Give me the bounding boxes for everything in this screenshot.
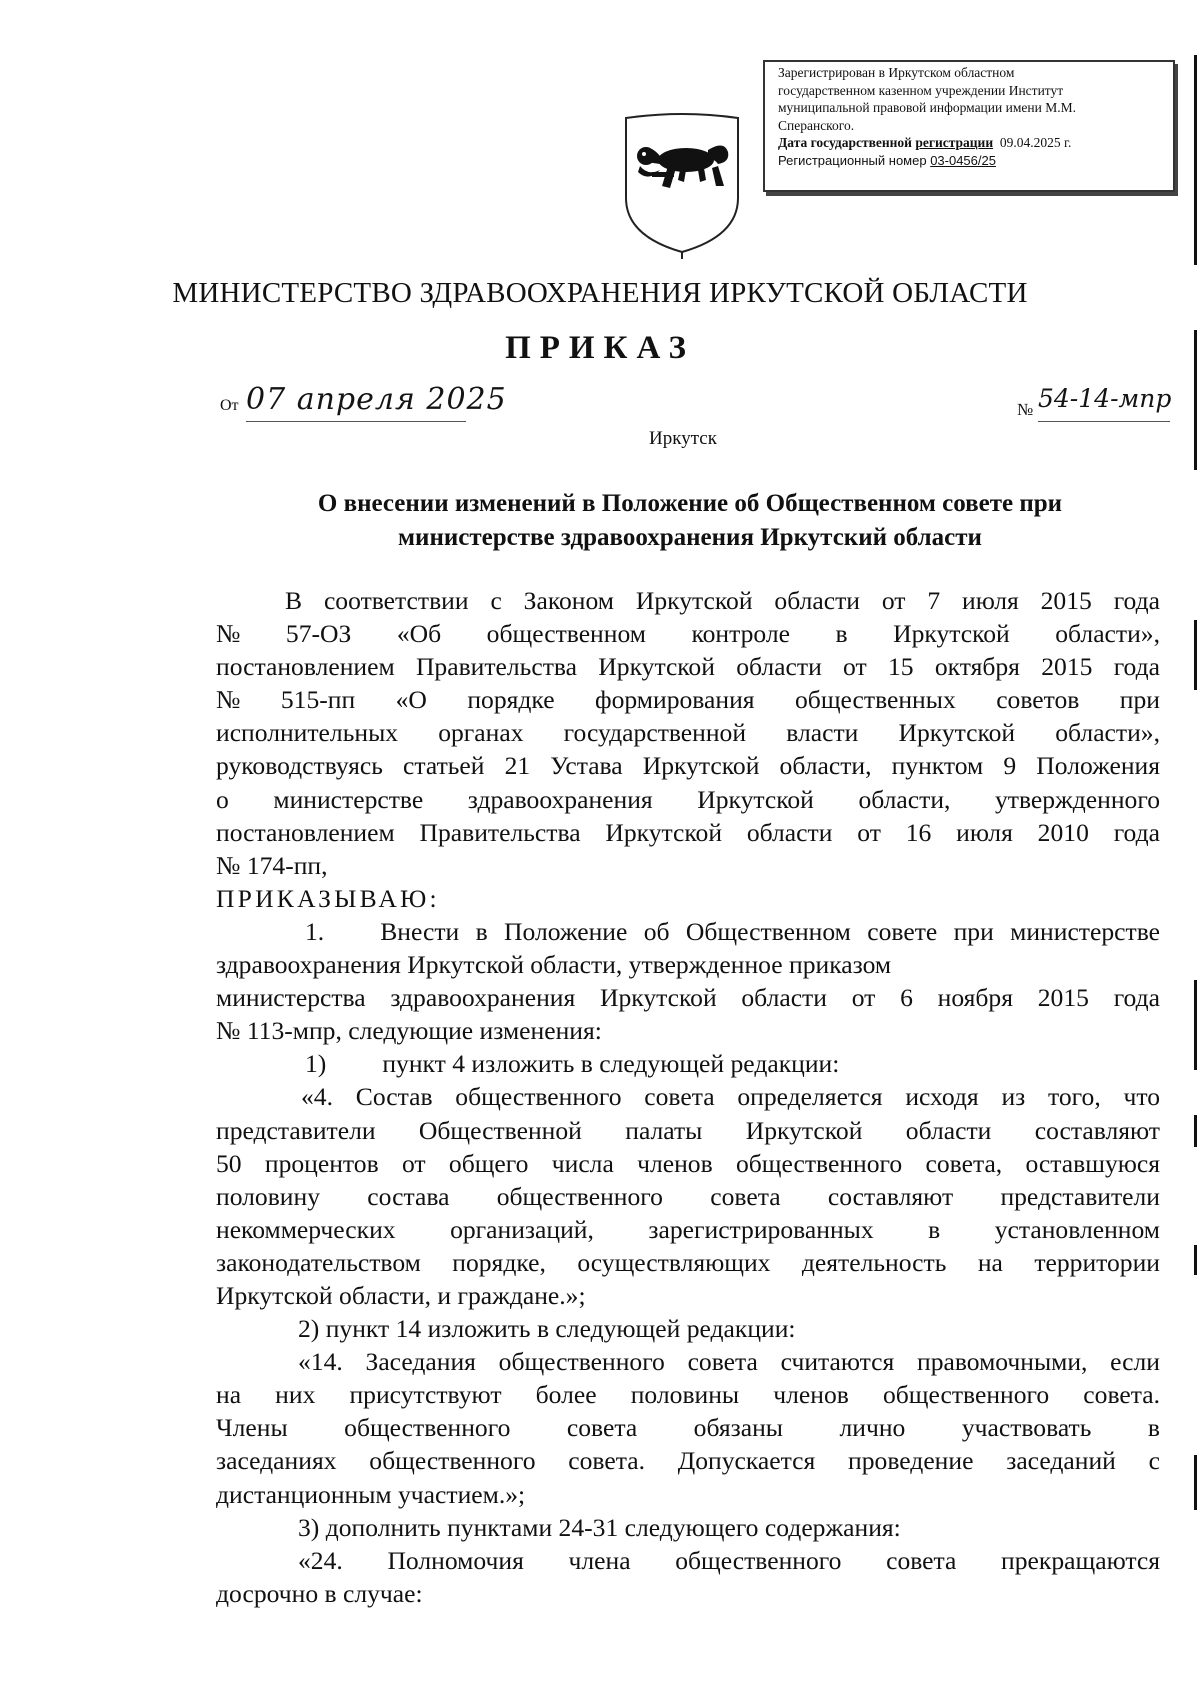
quote-line: досрочно в случае: xyxy=(216,1578,423,1608)
paragraph-line: исполнительных органах государственной власти Иркутской области», xyxy=(216,718,1160,748)
paragraph-line: о министерстве здравоохранения Иркутской области, утвержденного xyxy=(216,784,1160,814)
paragraph-line: В соответствии с Законом Иркутской области от 7 июля 2015 года xyxy=(285,586,1160,615)
list-item-line: № 113-мпр, следующие изменения: xyxy=(216,1016,602,1046)
paragraph-line: руководствуясь статьей 21 Устава Иркутской области, пунктом 9 Положения xyxy=(216,751,1160,781)
date-underline xyxy=(246,421,466,422)
quote-line: «14. Заседания общественного совета считаются правомочными, если xyxy=(298,1347,1160,1377)
list-item-line: министерства здравоохранения Иркутской области от 6 ноября 2015 года xyxy=(216,983,1160,1013)
list-item-line: здравоохранения Иркутской области, утвержденное приказом xyxy=(216,950,892,980)
handwritten-date: 07 апреля 2025 xyxy=(246,382,507,417)
handwritten-number: 54-14-мпр xyxy=(1038,384,1172,413)
scan-edge-mark xyxy=(1194,1115,1197,1147)
stamp-line: Зарегистрирован в Иркутском областном xyxy=(778,65,1015,80)
quote-line: 50 процентов от общего числа членов общественного совета, оставшуюся xyxy=(216,1148,1160,1178)
quote-line: Члены общественного совета обязаны лично участвовать в xyxy=(216,1413,1160,1443)
quote-line: представители Общественной палаты Иркутской области составляют xyxy=(216,1115,1160,1145)
list-item-line: 1. Внести в Положение об Общественном совете при министерстве xyxy=(305,916,1160,946)
scan-edge-mark xyxy=(1194,620,1197,690)
irkutsk-coat-of-arms-icon xyxy=(620,110,744,260)
number-prefix: № xyxy=(1017,400,1034,419)
title-line: министерстве здравоохранения Иркутский области xyxy=(398,524,982,551)
sub-item-line: 1) пункт 4 изложить в следующей редакции: xyxy=(305,1049,840,1079)
number-underline xyxy=(1038,421,1170,422)
quote-line: половину состава общественного совета составляют представители xyxy=(216,1181,1160,1211)
scan-edge-mark xyxy=(1194,55,1197,265)
scan-edge-mark xyxy=(1194,1455,1197,1510)
paragraph-line: № 174-пп, xyxy=(216,850,328,880)
document-type: ПРИКАЗ xyxy=(505,330,695,366)
document-body xyxy=(216,584,1160,1610)
quote-line: заседаниях общественного совета. Допускается проведение заседаний с xyxy=(216,1446,1160,1476)
quote-line: законодательством порядке, осуществляющих деятельность на территории xyxy=(216,1247,1160,1277)
stamp-registration-date: Дата государственной регистрации 09.04.2025 г. xyxy=(778,135,1072,151)
quote-line: на них присутствуют более половины членов общественного совета. xyxy=(216,1380,1160,1410)
title-line: О внесении изменений в Положение об Общественном совете при xyxy=(317,490,1063,517)
scan-edge-mark xyxy=(1194,980,1197,1070)
paragraph-line: постановлением Правительства Иркутской области от 16 июля 2010 года xyxy=(216,817,1160,847)
sub-item-line: 3) дополнить пунктами 24-31 следующего содержания: xyxy=(298,1512,901,1542)
registration-stamp xyxy=(763,60,1175,192)
order-word: ПРИКАЗЫВАЮ: xyxy=(216,883,440,913)
stamp-line: муниципальной правовой информации имени М.М. xyxy=(778,100,1076,116)
quote-line: «24. Полномочия члена общественного совета прекращаются xyxy=(298,1545,1160,1575)
stamp-line: Сперанского. xyxy=(778,117,855,133)
ministry-name: МИНИСТЕРСТВО ЗДРАВООХРАНЕНИЯ ИРКУТСКОЙ ОБЛАСТИ xyxy=(172,277,1028,309)
paragraph-line: № 57-ОЗ «Об общественном контроле в Иркутской области», xyxy=(216,619,1160,649)
document-title xyxy=(220,487,1160,555)
city: Иркутск xyxy=(649,428,717,449)
sub-item-line: 2) пункт 14 изложить в следующей редакции: xyxy=(298,1314,796,1344)
scan-edge-mark xyxy=(1194,330,1197,470)
quote-line: некоммерческих организаций, зарегистрированных в установленном xyxy=(216,1214,1160,1244)
stamp-line: государственном казенном учреждении Институт xyxy=(778,82,1064,98)
quote-line: «4. Состав общественного совета определяется исходя из того, что xyxy=(301,1082,1160,1112)
date-prefix: От xyxy=(220,397,239,414)
paragraph-line: постановлением Правительства Иркутской области от 15 октября 2015 года xyxy=(216,652,1160,682)
scan-edge-mark xyxy=(1194,1245,1197,1275)
quote-line: Иркутской области, и граждане.»; xyxy=(216,1280,586,1310)
quote-line: дистанционным участием.»; xyxy=(216,1479,526,1509)
stamp-registration-number: Регистрационный номер 03-0456/25 xyxy=(778,152,996,168)
paragraph-line: № 515-пп «О порядке формирования общественных советов при xyxy=(216,685,1160,715)
